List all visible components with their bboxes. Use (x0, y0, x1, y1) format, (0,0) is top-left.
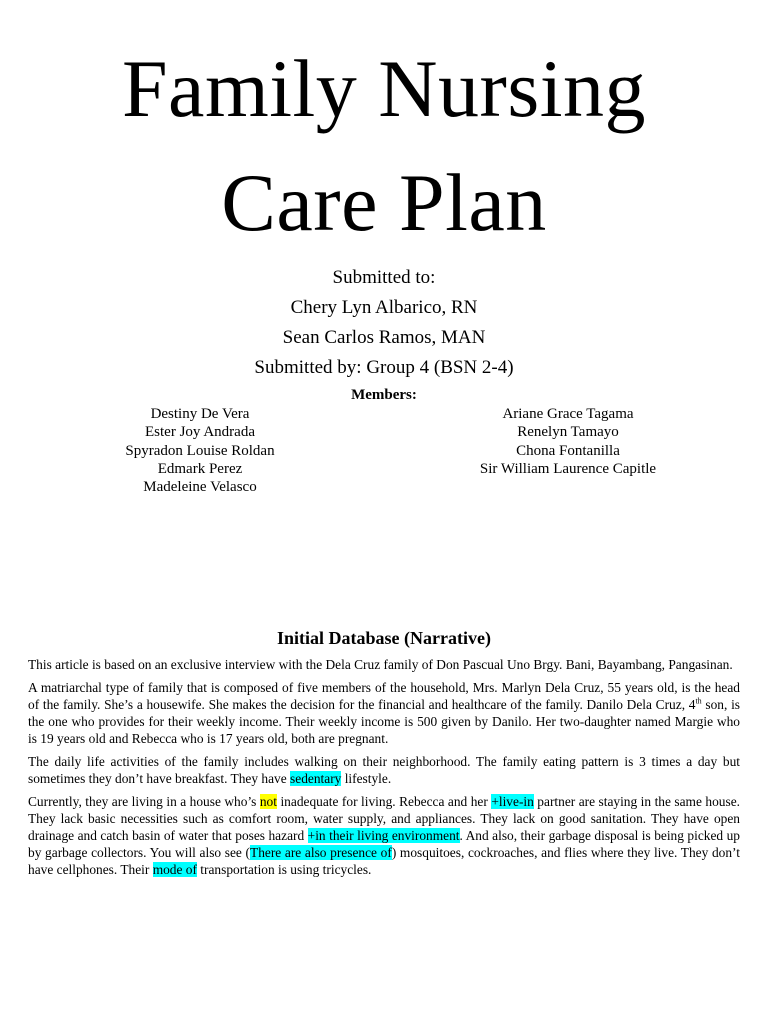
highlight-sedentary: sedentary (290, 771, 342, 786)
narrative-paragraph-1: This article is based on an exclusive interview with the Dela Cruz family of Don Pascual Uno Brgy. Bani, Bayambang, Pangasinan. (28, 657, 733, 672)
highlight-live-in: +live-in (491, 794, 534, 809)
narrative-paragraph-2: A matriarchal type of family that is composed of five members of the household, Mrs. Marlyn Dela Cruz, 55 years old, is the head of the family. She’s a housewife. She makes the decision for the financial and healthcare of the family. Danilo Dela Cruz, 4th son, is the one who provides for their weekly income. Their weekly income is 500 given by Danilo. Her two-daughter named Margie who is 19 years old and Rebecca who is 17 years old, both are pregnant. (28, 680, 740, 746)
highlight-presence-of: There are also presence of (250, 845, 392, 860)
submitted-by: Submitted by: Group 4 (BSN 2-4) (254, 357, 514, 378)
highlight-not: not (259, 794, 277, 809)
highlight-living-environment: +in their living environment (307, 828, 460, 843)
submitted-to-label: Submitted to: (332, 267, 436, 288)
member-name: Destiny De Vera (150, 406, 250, 422)
members-left-column (50, 405, 350, 496)
members-heading: Members: (351, 387, 417, 403)
member-name: Ester Joy Andrada (145, 424, 255, 441)
member-name: Renelyn Tamayo (517, 424, 619, 441)
narrative-paragraph-4: Currently, they are living in a house who’s not inadequate for living. Rebecca and her +live-in partner are staying in the same house. They lack basic necessities such as comfort room, water supply, and appliances. They lack on good sanitation. They have open drainage and catch basin of water that poses hazard +in their living environment. And also, their garbage disposal is being picked up by garbage collectors. You will also see (There are also presence of) mosquitoes, cockroaches, and flies where they live. They don’t have cellphones. Their mode of transportation is using tricycles. (28, 794, 740, 877)
member-name: Sir William Laurence Capitle (479, 460, 657, 477)
member-name: Ariane Grace Tagama (502, 406, 634, 422)
title-line-2: Care Plan (221, 157, 547, 248)
narrative-body (28, 656, 740, 884)
member-name: Edmark Perez (157, 460, 243, 477)
narrative-paragraph-3: The daily life activities of the family includes walking on their neighborhood. The family eating pattern is 3 times a day but sometimes they don’t have breakfast. They have sedentary lifestyle. (28, 754, 740, 786)
submitted-to-name-2: Sean Carlos Ramos, MAN (282, 327, 486, 348)
title-line-1: Family Nursing (121, 43, 647, 134)
highlight-mode-of: mode of (152, 862, 197, 877)
member-name: Spyradon Louise Roldan (125, 442, 275, 459)
submitted-to-name-1: Chery Lyn Albarico, RN (290, 297, 478, 318)
member-name: Madeleine Velasco (143, 479, 257, 496)
member-name: Chona Fontanilla (516, 442, 620, 459)
narrative-heading: Initial Database (Narrative) (277, 628, 491, 648)
members-right-column (418, 405, 718, 478)
